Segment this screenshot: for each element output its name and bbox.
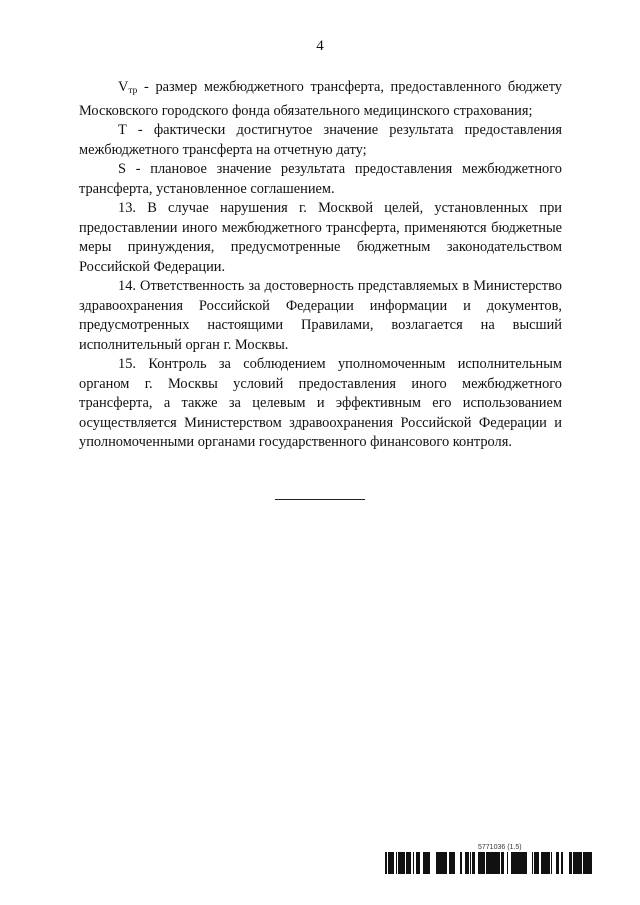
paragraph-t-definition: Т - фактически достигнутое значение результата предоставления межбюджетного трансферта на отчетную дату; [79,122,562,158]
vtr-definition-text: - размер межбюджетного трансферта, предоставленного бюджету Московского городского фонда обязательного медицинского страхования; [79,79,562,119]
paragraph-s-definition: S - плановое значение результата предоставления межбюджетного трансферта, установленное соглашением. [79,161,562,197]
page-number: 4 [316,38,324,54]
paragraph-vtr-definition [79,78,562,121]
paragraph-14: 14. Ответственность за достоверность представляемых в Министерство здравоохранения Российской Федерации информации и документов, предусмотренных настоящими Правилами, возлагается на высший исполнительный орган г. Москвы. [79,278,562,353]
end-divider [275,499,365,500]
paragraph-15: 15. Контроль за соблюдением уполномоченным исполнительным органом г. Москвы условий предоставления иного межбюджетного трансферта, а также за целевым и эффективным его использованием осуществляется Министерством здравоохранения Российской Федерации и уполномоченными органами государственного финансового контроля. [79,356,562,450]
vtr-symbol: V [118,79,129,95]
paragraph-13: 13. В случае нарушения г. Москвой целей, установленных при предоставлении иного межбюджетного трансферта, применяются бюджетные меры принуждения, предусмотренные бюджетным законодательством Российской Федерации. [79,200,562,275]
barcode-icon [384,852,594,874]
document-code: 5771036 (1.5) [478,844,522,851]
vtr-subscript: тр [128,86,138,96]
document-body [79,78,562,453]
